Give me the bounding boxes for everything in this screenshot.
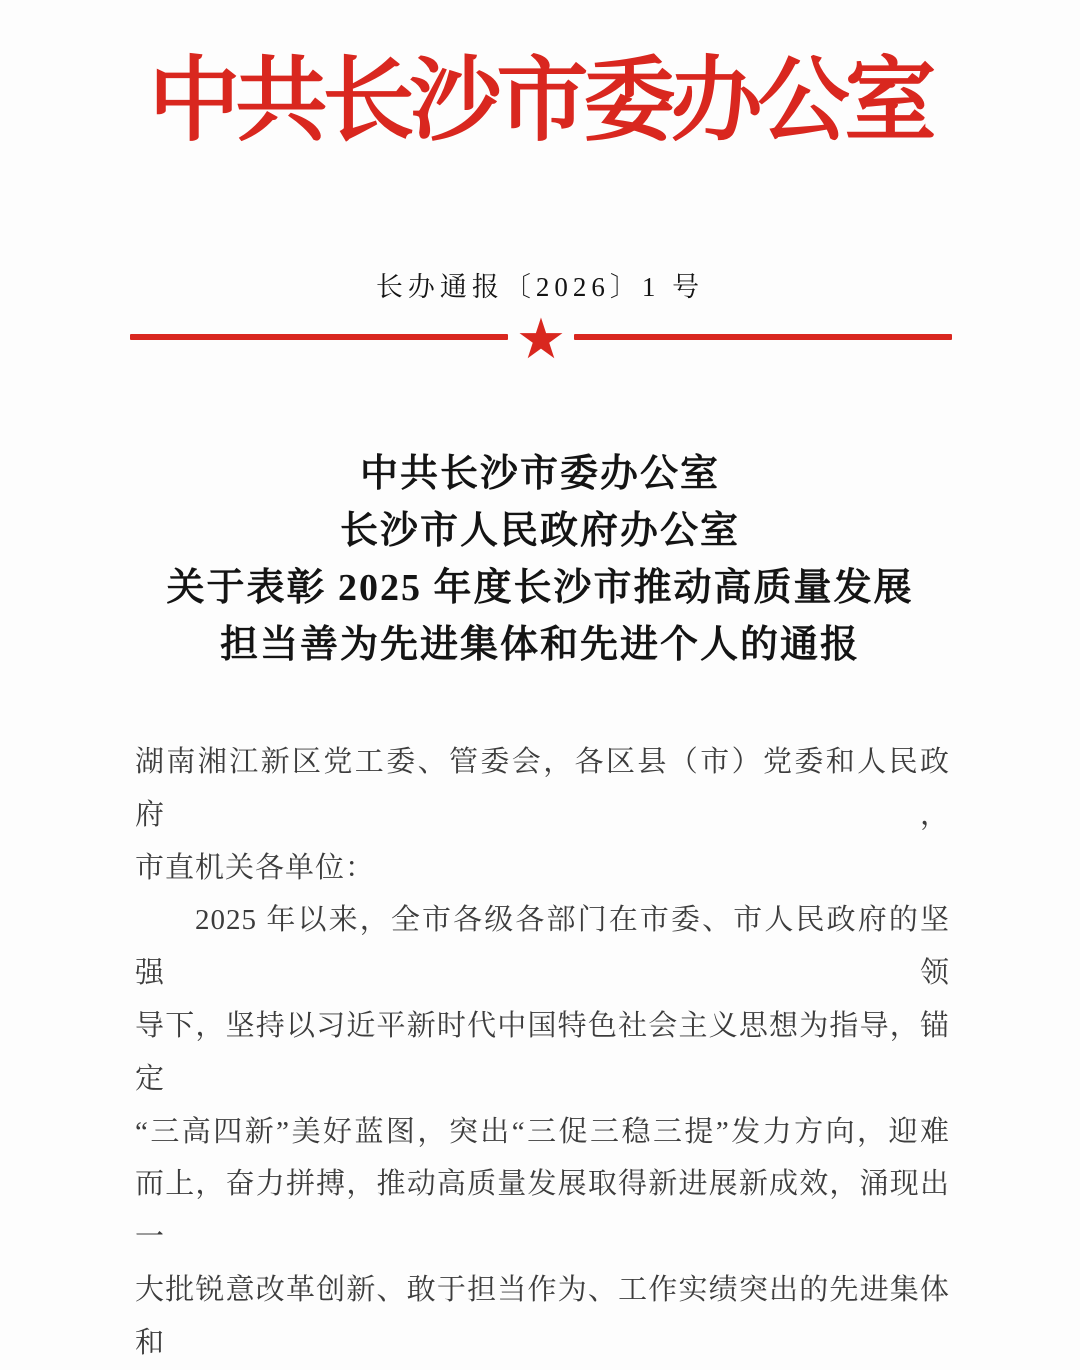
body-line: 2025 年以来，全市各级各部门在市委、市人民政府的坚强领 bbox=[135, 904, 950, 990]
title-line-1: 中共长沙市委办公室 bbox=[359, 453, 720, 495]
title-line-2: 长沙市人民政府办公室 bbox=[339, 510, 740, 552]
title-line-3: 关于表彰 2025 年度长沙市推动高质量发展 bbox=[166, 567, 914, 609]
red-line-right bbox=[574, 334, 952, 340]
red-divider bbox=[130, 309, 952, 371]
document-number: 长办通报〔2026〕1 号 bbox=[375, 272, 705, 302]
document-title bbox=[0, 446, 1080, 674]
body-line: 而上，奋力拼搏，推动高质量发展取得新进展新成效，涌现出一 bbox=[135, 1168, 950, 1254]
red-line-left bbox=[130, 334, 508, 340]
salutation-line: 市直机关各单位： bbox=[135, 851, 376, 884]
body-line: “三高四新”美好蓝图，突出“三促三稳三提”发力方向，迎难 bbox=[135, 1115, 950, 1148]
title-line-4: 担当善为先进集体和先进个人的通报 bbox=[219, 624, 860, 666]
letterhead-title: 中共长沙市委办公室 bbox=[148, 50, 932, 152]
red-star-icon: ★ bbox=[515, 309, 567, 371]
official-document-page bbox=[0, 34, 1080, 1359]
document-body bbox=[135, 736, 950, 1370]
body-line: 大批锐意改革创新、敢于担当作为、工作实绩突出的先进集体和 bbox=[135, 1273, 950, 1359]
salutation-line: 湖南湘江新区党工委、管委会，各区县（市）党委和人民政府， bbox=[135, 746, 950, 831]
body-line: 导下，坚持以习近平新时代中国特色社会主义思想为指导，锚定 bbox=[135, 1009, 950, 1095]
